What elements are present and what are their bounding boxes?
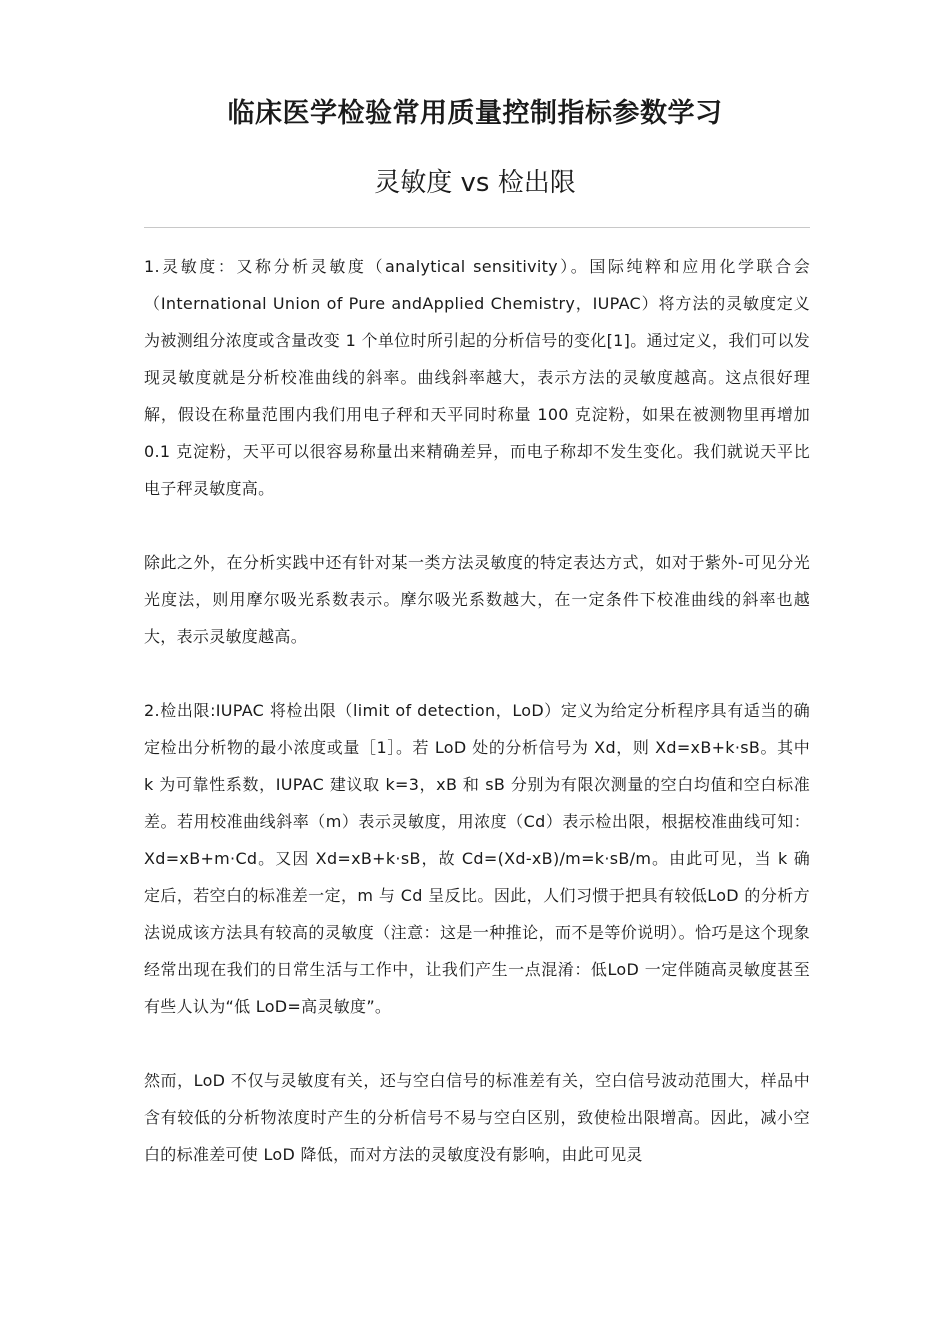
document-title: 临床医学检验常用质量控制指标参数学习 bbox=[227, 98, 723, 129]
paragraph-blank-standard-deviation: 然而，LoD 不仅与灵敏度有关，还与空白信号的标准差有关，空白信号波动范围大，样品中含有较低的分析物浓度时产生的分析信号不易与空白区别，致使检出限增高。因此，减小空白的标准差可使 LoD 降低，而对方法的灵敏度没有影响，由此可见灵 bbox=[144, 1071, 810, 1164]
paragraph-sensitivity: 1.灵敏度：又称分析灵敏度（analytical sensitivity）。国际纯粹和应用化学联合会（International Union of Pure andApplied Chemistry，IUPAC）将方法的灵敏度定义为被测组分浓度或含量改变 1 个单位时所引起的分析信号的变化[1]。通过定义，我们可以发现灵敏度就是分析校准曲线的斜率。曲线斜率越大，表示方法的灵敏度越高。这点很好理解，假设在称量范围内我们用电子秤和天平同时称量 100 克淀粉，如果在被测物里再增加 0.1 克淀粉，天平可以很容易称量出来精确差异，而电子称却不发生变化。我们就说天平比电子秤灵敏度高。 bbox=[144, 257, 810, 498]
paragraph-spacer bbox=[144, 1025, 810, 1062]
paragraph-molar-absorptivity: 除此之外，在分析实践中还有针对某一类方法灵敏度的特定表达方式，如对于紫外-可见分光光度法，则用摩尔吸光系数表示。摩尔吸光系数越大，在一定条件下校准曲线的斜率也越大，表示灵敏度越高。 bbox=[144, 553, 810, 646]
paragraph-limit-of-detection: 2.检出限:IUPAC 将检出限（limit of detection，LoD）定义为给定分析程序具有适当的确定检出分析物的最小浓度或量［1］。若 LoD 处的分析信号为 Xd，则 Xd=xB+k·sB。其中 k 为可靠性系数，IUPAC 建议取 k=3，xB 和 sB 分别为有限次测量的空白均值和空白标准差。若用校准曲线斜率（m）表示灵敏度，用浓度（Cd）表示检出限，根据校准曲线可知：Xd=xB+m·Cd。又因 Xd=xB+k·sB，故 Cd=(Xd-xB)/m=k·sB/m。由此可见，当 k 确定后，若空白的标准差一定，m 与 Cd 呈反比。因此，人们习惯于把具有较低LoD 的分析方法说成该方法具有较高的灵敏度（注意：这是一种推论，而不是等价说明）。恰巧是这个现象经常出现在我们的日常生活与工作中，让我们产生一点混淆：低LoD 一定伴随高灵敏度甚至有些人认为“低 LoD=高灵敏度”。 bbox=[144, 701, 810, 1016]
title-divider bbox=[144, 227, 810, 228]
paragraph-spacer bbox=[144, 655, 810, 692]
document-subtitle: 灵敏度 vs 检出限 bbox=[374, 168, 576, 198]
document-body bbox=[144, 248, 810, 1173]
paragraph-spacer bbox=[144, 507, 810, 544]
